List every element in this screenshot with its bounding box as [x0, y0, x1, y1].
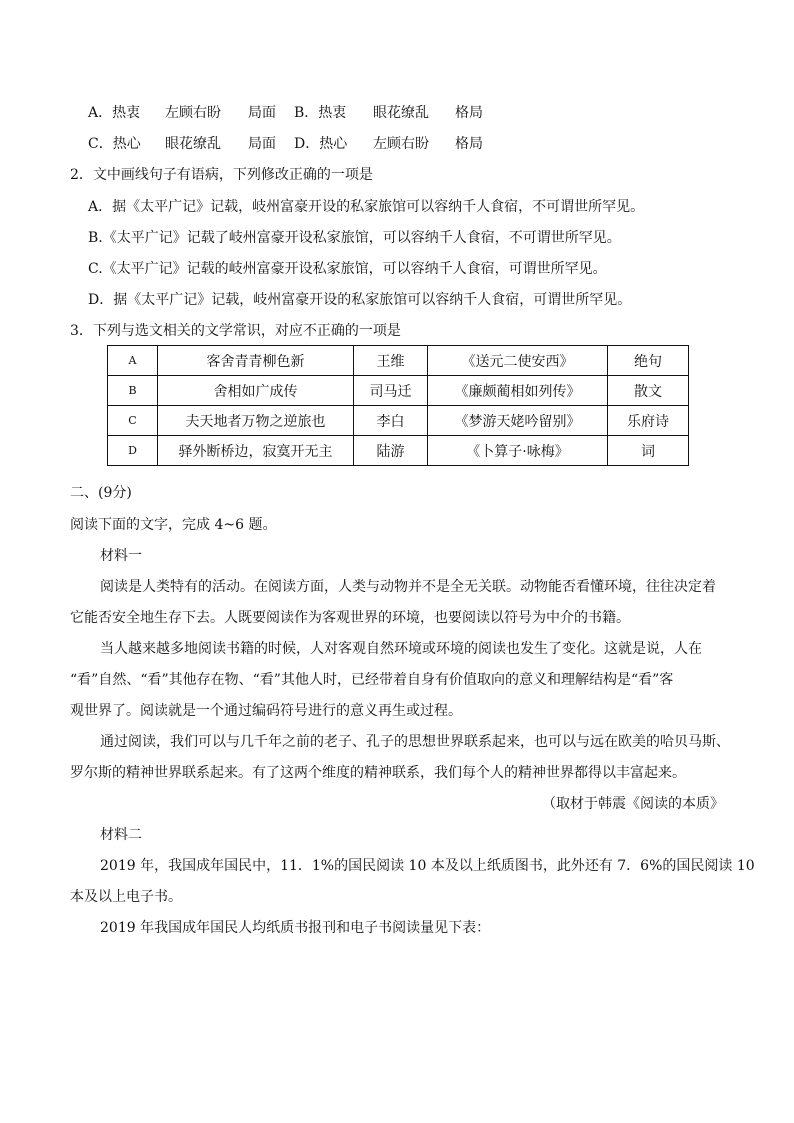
table-cell-letter: C — [108, 406, 158, 436]
table-cell-letter: D — [108, 436, 158, 466]
q1-option-d-word1: 左顾右盼 — [373, 136, 429, 152]
q2-option-a: A．据《太平广记》记载，岐州富豪开设的私家旅馆可以容纳千人食宿，不可谓世所罕见。 — [88, 199, 645, 215]
literature-table — [107, 345, 689, 466]
table-row — [108, 406, 689, 436]
material-two-paragraph: 2019 年，我国成年国民中，11．1%的国民阅读 10 本及以上纸质图书，此外还有 7．6%的国民阅读 10 — [100, 858, 755, 874]
material-one-paragraph: “看”自然、“看”其他存在物、“看”其他人时，已经带着自身有价值取向的意义和理解结构是“看”客 — [70, 672, 674, 688]
q3-stem: 3．下列与选文相关的文学常识，对应不正确的一项是 — [70, 323, 401, 339]
table-cell-author: 司马迁 — [354, 376, 428, 406]
table-cell-author: 陆游 — [354, 436, 428, 466]
table-cell-genre: 词 — [608, 436, 689, 466]
table-cell-work: 《廉颇蔺相如列传》 — [428, 376, 608, 406]
material-one-paragraph: 它能否安全地生存下去。人既要阅读作为客观世界的环境，也要阅读以符号为中介的书籍。 — [70, 610, 630, 626]
section-heading: 二、(9分) — [70, 485, 132, 501]
table-row — [108, 346, 689, 376]
q1-option-d-word2: 格局 — [455, 136, 483, 152]
table-cell-work: 《送元二使安西》 — [428, 346, 608, 376]
table-row — [108, 436, 689, 466]
q1-option-b-label: B．热衷 — [294, 105, 347, 121]
table-cell-work: 《梦游天姥吟留别》 — [428, 406, 608, 436]
table-cell-genre: 绝句 — [608, 346, 689, 376]
table-cell-line: 客舍青青柳色新 — [158, 346, 354, 376]
table-cell-line: 舍相如广成传 — [158, 376, 354, 406]
table-cell-line: 夫天地者万物之逆旅也 — [158, 406, 354, 436]
material-one-paragraph: 通过阅读，我们可以与几千年之前的老子、孔子的思想世界联系起来，也可以与远在欧美的哈贝马斯、 — [100, 734, 730, 750]
table-cell-genre: 散文 — [608, 376, 689, 406]
q1-option-d-label: D．热心 — [294, 136, 348, 152]
q1-option-c-word1: 眼花缭乱 — [165, 136, 221, 152]
material-one-paragraph: 罗尔斯的精神世界联系起来。有了这两个维度的精神联系，我们每个人的精神世界都得以丰富起来。 — [70, 765, 686, 781]
material-one-paragraph: 阅读是人类特有的活动。在阅读方面，人类与动物并不是全无关联。动物能否看懂环境，往往决定着 — [100, 579, 716, 595]
table-cell-author: 王维 — [354, 346, 428, 376]
table-cell-letter: A — [108, 346, 158, 376]
material-two-title: 材料二 — [100, 827, 142, 843]
material-two-paragraph: 2019 年我国成年国民人均纸质书报刊和电子书阅读量见下表： — [100, 920, 491, 936]
q1-option-a-label: A．热衷 — [88, 105, 141, 121]
table-cell-line: 驿外断桥边，寂寞开无主 — [158, 436, 354, 466]
q1-option-b-word1: 眼花缭乱 — [373, 105, 429, 121]
table-cell-work: 《卜算子·咏梅》 — [428, 436, 608, 466]
table-cell-author: 李白 — [354, 406, 428, 436]
material-one-paragraph: 当人越来越多地阅读书籍的时候，人对客观自然环境或环境的阅读也发生了变化。这就是说，人在 — [100, 641, 702, 657]
q1-option-b-word2: 格局 — [455, 105, 483, 121]
table-row — [108, 376, 689, 406]
section-instruction: 阅读下面的文字，完成 4~6 题。 — [70, 517, 277, 533]
q1-option-c-word2: 局面 — [248, 136, 276, 152]
material-two-paragraph: 本及以上电子书。 — [70, 889, 182, 905]
q2-option-c: C.《太平广记》记载的岐州富豪开设私家旅馆，可以容纳千人食宿，可谓世所罕见。 — [88, 261, 607, 277]
q1-option-c-label: C．热心 — [88, 136, 141, 152]
material-one-paragraph: 观世界了。阅读就是一个通过编码符号进行的意义再生或过程。 — [70, 703, 462, 719]
q1-option-a-word2: 局面 — [248, 105, 276, 121]
material-one-source: （取材于韩震《阅读的本质》 — [542, 796, 724, 812]
table-cell-genre: 乐府诗 — [608, 406, 689, 436]
material-one-title: 材料一 — [100, 548, 142, 564]
q1-option-a-word1: 左顾右盼 — [165, 105, 221, 121]
table-cell-letter: B — [108, 376, 158, 406]
q2-option-d: D．据《太平广记》记载，岐州富豪开设的私家旅馆可以容纳千人食宿，可谓世所罕见。 — [88, 292, 632, 308]
q2-option-b: B.《太平广记》记载了岐州富豪开设私家旅馆，可以容纳千人食宿，不可谓世所罕见。 — [88, 230, 621, 246]
q2-stem: 2．文中画线句子有语病，下列修改正确的一项是 — [70, 167, 373, 183]
